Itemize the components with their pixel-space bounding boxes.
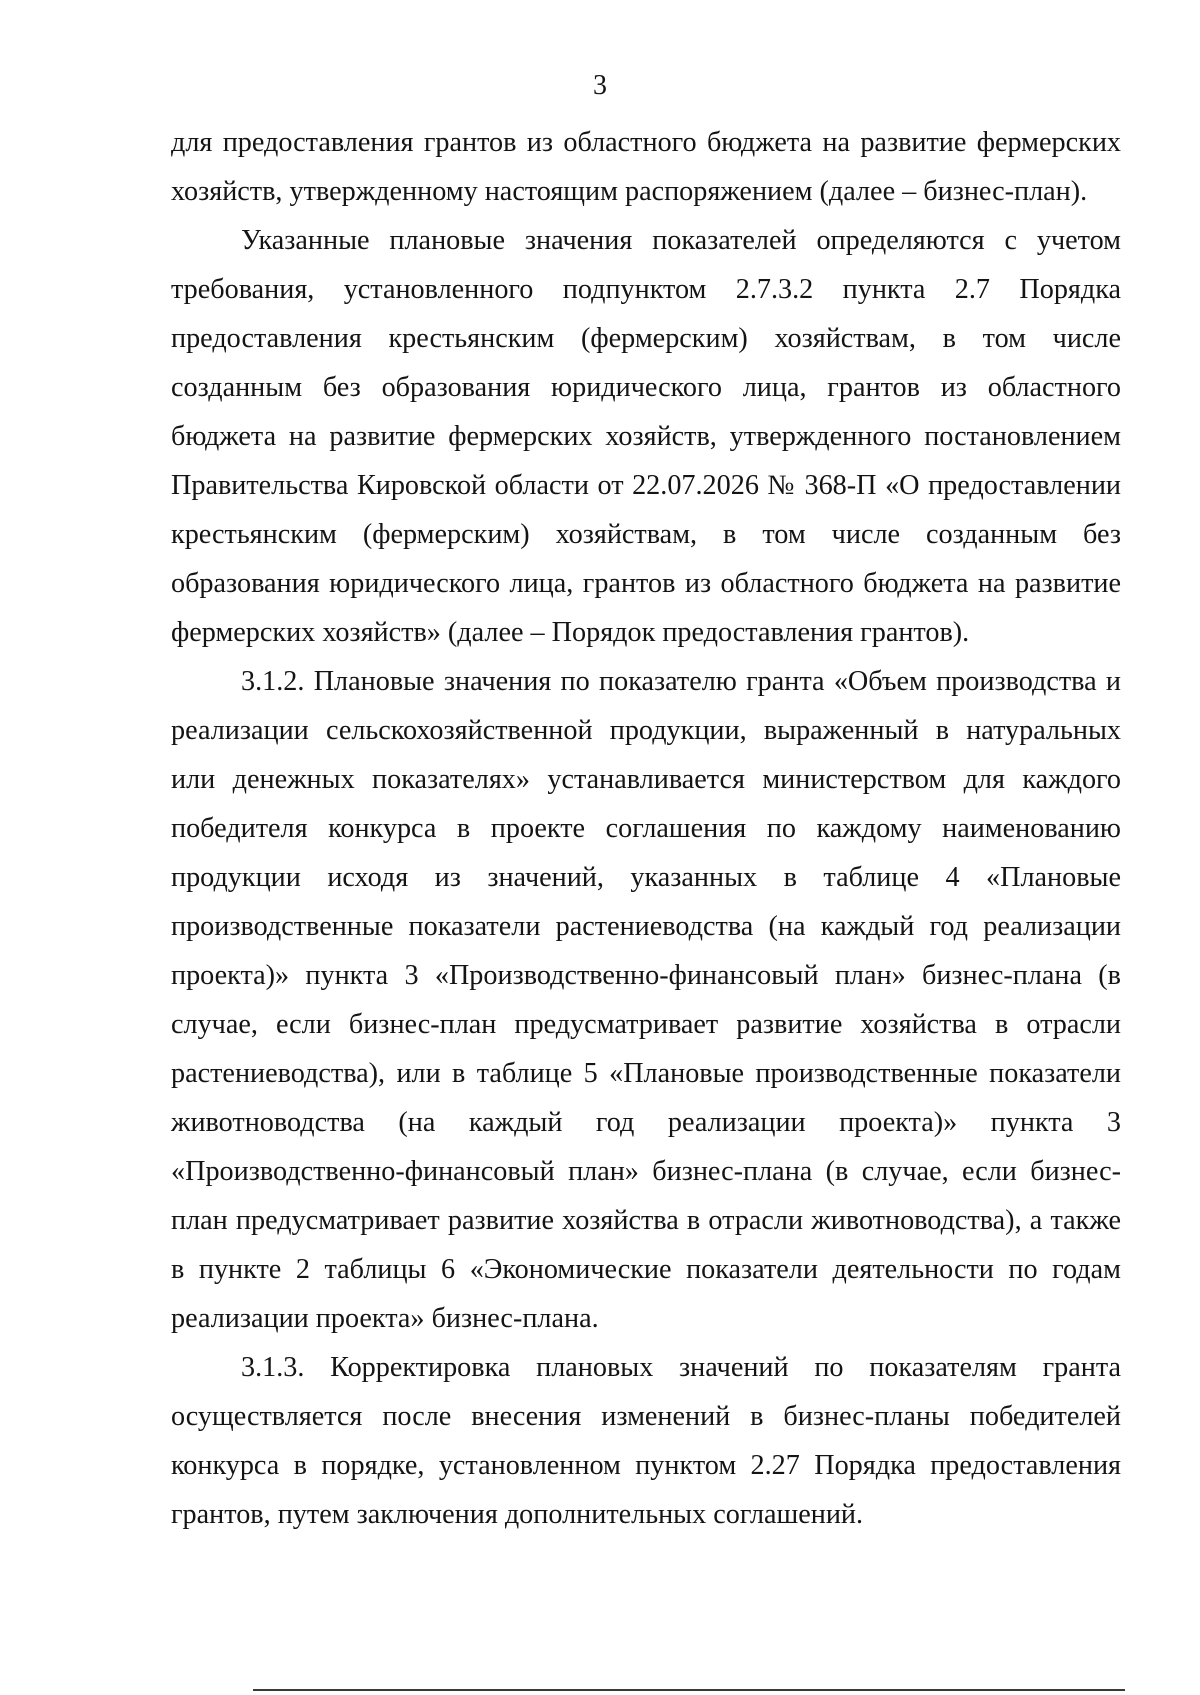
paragraph-3-1-3: 3.1.3. Корректировка плановых значений по показателям гранта осуществляется после внесения изменений в бизнес-планы победителей конкурса в порядке, установленном пунктом 2.27 Порядка предоставления грантов, путем заключения дополнительных соглашений. [171,1352,1121,1530]
paragraph-3-1-2: 3.1.2. Плановые значения по показателю гранта «Объем производства и реализации сельскохозяйственной продукции, выраженный в натуральных или денежных показателях» устанавливается министерством для каждого победителя конкурса в проекте соглашения по каждому наименованию продукции исходя из значений, указанных в таблице 4 «Плановые производственные показатели растениеводства (на каждый год реализации проекта)» пункта 3 «Производственно-финансовый план» бизнес-плана (в случае, если бизнес-план предусматривает развитие хозяйства в отрасли растениеводства), или в таблице 5 «Плановые производственные показатели животноводства (на каждый год реализации проекта)» пункта 3 «Производственно-финансовый план» бизнес-плана (в случае, если бизнес-план предусматривает развитие хозяйства в отрасли животноводства), а также в пункте 2 таблицы 6 «Экономические показатели деятельности по годам реализации проекта» бизнес-плана. [171,666,1121,1334]
page-number: 3 [593,70,607,101]
paragraph-continuation: для предоставления грантов из областного бюджета на развитие фермерских хозяйств, утвержденному настоящим распоряжением (далее – бизнес-план). [171,127,1121,207]
paragraph-indicator-requirements: Указанные плановые значения показателей определяются с учетом требования, установленного подпунктом 2.7.3.2 пункта 2.7 Порядка предоставления крестьянским (фермерским) хозяйствам, в том числе созданным без образования юридического лица, грантов из областного бюджета на развитие фермерских хозяйств, утвержденного постановлением Правительства Кировской области от 22.07.2026 № 368-П «О предоставлении крестьянским (фермерским) хозяйствам, в том числе созданным без образования юридического лица, грантов из областного бюджета на развитие фермерских хозяйств» (далее – Порядок предоставления грантов). [171,225,1121,648]
document-body [171,118,1121,1539]
footer-rule [253,1689,1125,1691]
